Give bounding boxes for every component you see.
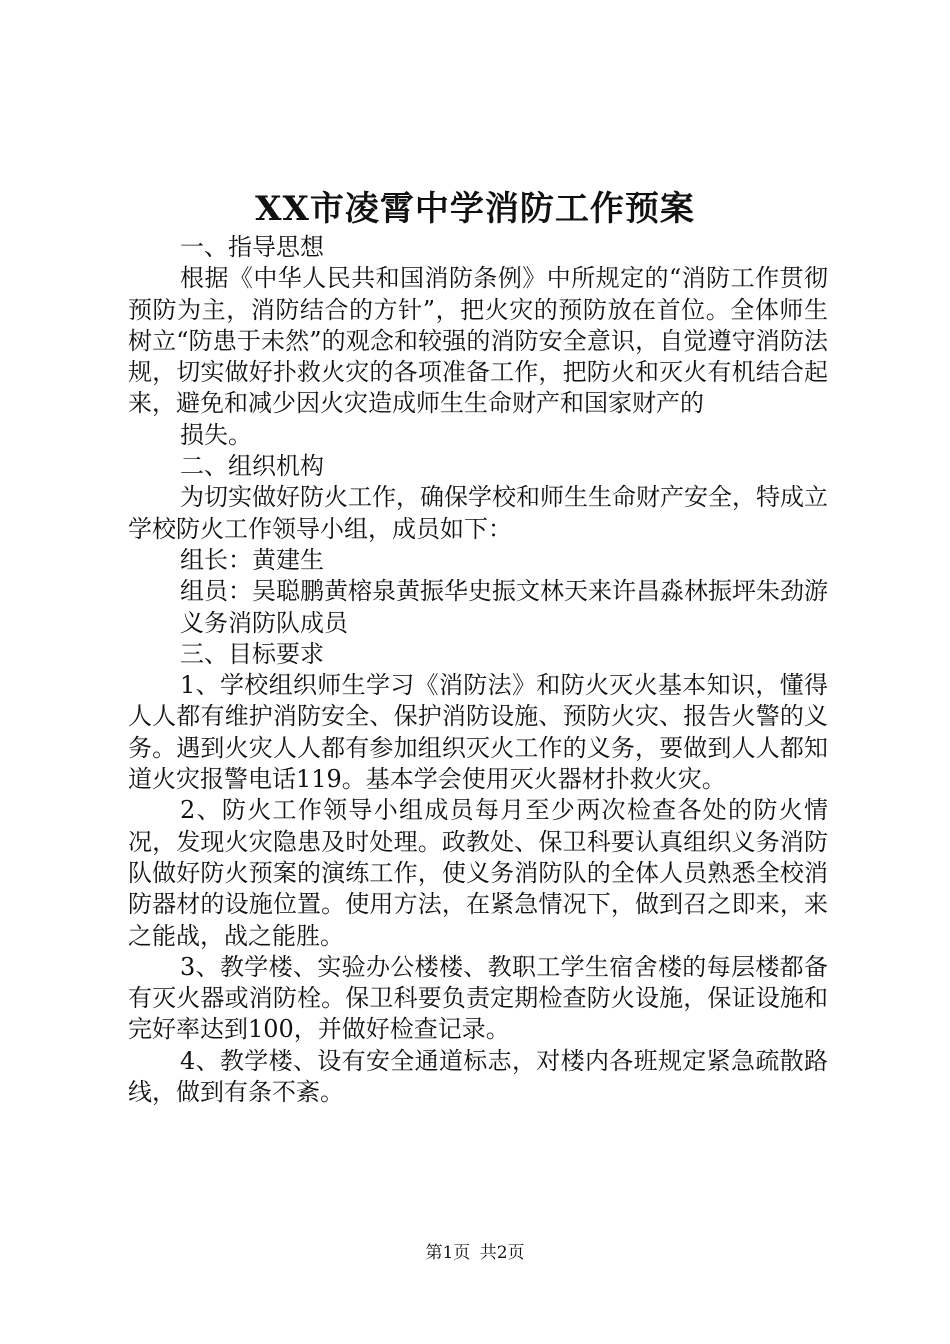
section-heading-goals: 三、目标要求 [180,639,324,668]
paragraph-goal-3: 3、教学楼、实验办公楼楼、教职工学生宿舍楼的每层楼都备有灭火器或消防栓。保卫科要负责定期检查防火设施，保证设施和完好率达到100，并做好检查记录。 [128,952,828,1044]
page-number-footer: 第1页 共2页 [425,1243,525,1263]
paragraph-guiding-ideology: 根据《中华人民共和国消防条例》中所规定的“消防工作贯彻预防为主，消防结合的方针”，把火灾的预防放在首位。全体师生树立“防患于未然”的观念和较强的消防安全意识，自觉遵守消防法规，切实做好扑救火灾的各项准备工作，把防火和灭火有机结合起来，避免和减少因火灾造成师生生命财产和国家财产的 [128,264,828,418]
paragraph-goal-2: 2、防火工作领导小组成员每月至少两次检查各处的防火情况，发现火灾隐患及时处理。政教处、保卫科要认真组织义务消防队做好防火预案的演练工作，使义务消防队的全体人员熟悉全校消防器材的设施位置。使用方法，在紧急情况下，做到召之即来，来之能战，战之能胜。 [128,796,828,950]
paragraph-organization: 为切实做好防火工作，确保学校和师生生命财产安全，特成立学校防火工作领导小组，成员如下： [128,483,828,543]
document-title: XX市凌霄中学消防工作预案 [255,189,695,229]
section-heading-guiding-ideology: 一、指导思想 [180,233,324,261]
paragraph-loss: 损失。 [180,420,252,449]
paragraph-goal-1: 1、学校组织师生学习《消防法》和防火灭火基本知识，懂得人人都有维护消防安全、保护消防设施、预防火灾、报告火警的义务。遇到火灾人人都有参加组织灭火工作的义务，要做到人人都知道火灾报警电话119。基本学会使用灭火器材扑救火灾。 [128,671,828,794]
paragraph-goal-4: 4、教学楼、设有安全通道标志，对楼内各班规定紧急疏散路线，做到有条不紊。 [128,1046,828,1107]
paragraph-group-members: 组员：吴聪鹏黄榕泉黄振华史振文林天来许昌淼林振坪朱劲游 [180,577,828,606]
paragraph-group-leader: 组长：黄建生 [180,545,324,574]
paragraph-volunteer-team: 义务消防队成员 [180,608,348,637]
document-body [128,232,828,1108]
section-heading-organization: 二、组织机构 [180,452,324,481]
